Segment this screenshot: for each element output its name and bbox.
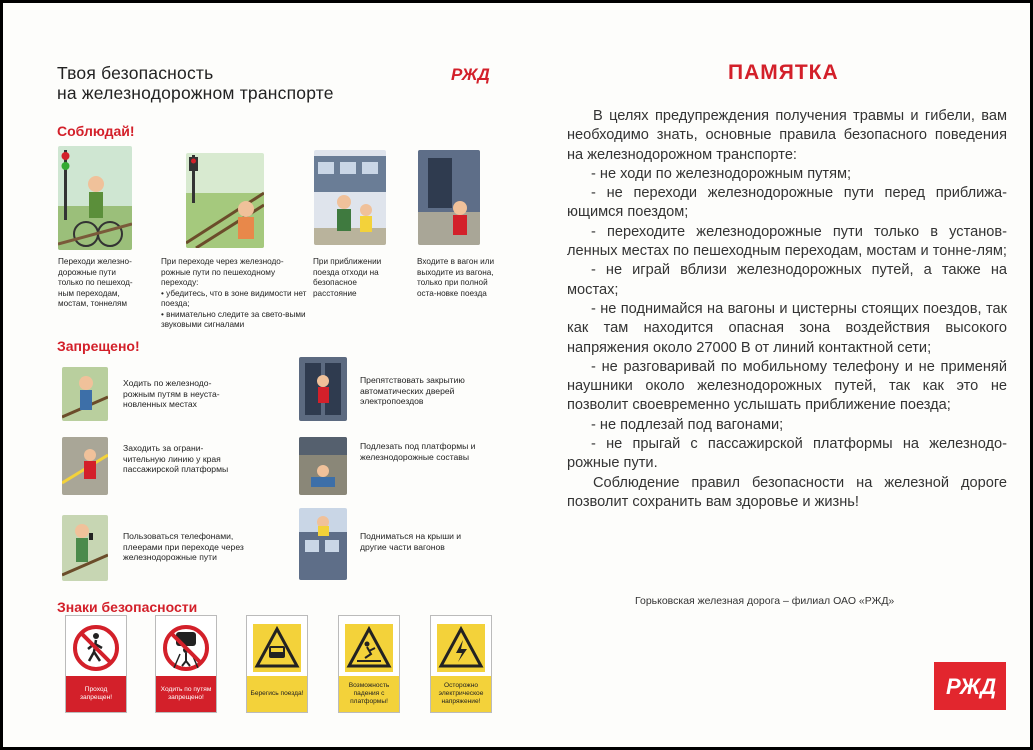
sign-label-5: Осторожно электрическое напряжение!: [431, 676, 491, 712]
memo-sheet: [3, 3, 1030, 747]
memo-rule-8: - не прыгай с пассажирской платформы на железнодо-рожные пути.: [567, 436, 1007, 472]
platform-fall-icon: [345, 624, 393, 672]
rzd-logo: [449, 63, 497, 85]
forbidden-illustration-5: [62, 515, 108, 581]
forbidden-illustration-4: [299, 437, 347, 495]
high-voltage-icon: [437, 624, 485, 672]
forbidden-caption-1: Ходить по железнодо-рожным путям в неуста-новленных местах: [123, 378, 220, 409]
observe-caption-2-text: При переходе через железнодо-рожные пути по пешеходному переходу:: [161, 257, 284, 287]
observe-caption-3: При приближении поезда отходи на безопасное расстояние: [313, 257, 382, 298]
forbidden-caption-2: Препятствовать закрытию автоматических дверей электропоездов: [360, 375, 465, 406]
observe-caption-1: Переходи железно-дорожные пути только по пешеход-ным переходам, мостам, тоннелям: [58, 257, 133, 308]
no-pedestrian-icon: [72, 624, 120, 672]
observe-illustration-4: [418, 150, 480, 245]
page-title: [57, 63, 334, 103]
sign-no-walking-tracks: [155, 615, 217, 713]
observe-illustration-2: [186, 153, 264, 248]
rzd-logo-white-text: РЖД: [946, 674, 997, 699]
observe-caption-2-bullet-2: • внимательно следите за свето-выми звуковыми сигналами: [161, 309, 306, 329]
left-panel: [3, 3, 523, 747]
memo-rule-6: - не разговаривай по мобильному телефону и не применяй наушники около железнодорожных путей, так как это не позволит своевременно услышать приближение поезда;: [567, 358, 1007, 414]
title-line-1: Твоя безопасность: [57, 63, 214, 83]
memo-rule-2: - не переходи железнодорожные пути перед приближа-ющимся поездом;: [567, 185, 1007, 221]
memo-rule-7: - не подлезай под вагонами;: [591, 416, 784, 433]
rzd-logo-box: [934, 662, 1006, 710]
memo-rule-5: - не поднимайся на вагоны и цистерны стоящих поездов, так как там находится опасная зона воздействия высокого напряжения около 27000 В от линий контактной сети;: [567, 300, 1007, 356]
sign-label-3: Берегись поезда!: [247, 676, 307, 712]
memo-intro: В целях предупреждения получения травмы и гибели, вам необходимо знать, основные правила безопасного поведения на железнодорожном транспорте:: [567, 108, 1007, 163]
sign-label-4: Возможность падения с платформы!: [339, 676, 399, 712]
forbidden-caption-3: Заходить за ограни-чительную линию у края пассажирской платформы: [123, 443, 229, 474]
forbidden-heading: Запрещено!: [57, 338, 140, 354]
memo-body: [567, 107, 1007, 512]
title-line-2: на железнодорожном транспорте: [57, 83, 334, 103]
sign-beware-train: [246, 615, 308, 713]
forbidden-illustration-2: [299, 357, 347, 421]
sign-label-2: Ходить по путям запрещено!: [156, 676, 216, 712]
observe-illustration-3: [314, 150, 386, 245]
memo-rule-4: - не играй вблизи железнодорожных путей, а также на мостах;: [567, 262, 1007, 298]
no-walking-on-tracks-icon: [162, 624, 210, 672]
observe-caption-2-bullet-1: • убедитесь, что в зоне видимости нет поезда;: [161, 288, 307, 308]
forbidden-caption-5: Пользоваться телефонами, плеерами при переходе через железнодорожные пути: [123, 531, 244, 562]
sign-no-passage: [65, 615, 127, 713]
observe-illustration-1: [58, 146, 132, 250]
observe-heading: Соблюдай!: [57, 123, 135, 139]
memo-closing: Соблюдение правил безопасности на железной дороге позволит сохранить вам здоровье и жизнь!: [567, 474, 1007, 510]
sign-label-1: Проход запрещен!: [66, 676, 126, 712]
memo-heading: ПАМЯТКА: [728, 61, 839, 84]
observe-caption-4: Входите в вагон или выходите из вагона, только при полной оста-новке поезда: [417, 257, 495, 298]
sign-platform-fall: [338, 615, 400, 713]
memo-rule-1: - не ходи по железнодорожным путям;: [591, 165, 852, 182]
rzd-logo-white: [934, 662, 1006, 710]
forbidden-caption-6: Подниматься на крыши и другие части вагонов: [360, 531, 462, 552]
rzd-logo-text: РЖД: [451, 65, 490, 84]
memo-footer: Горьковская железная дорога – филиал ОАО «РЖД»: [635, 595, 895, 607]
right-panel: [523, 3, 1030, 747]
memo-rule-3: - переходите железнодорожные пути только в установ-ленных местах по пешеходным переходам, мостам и тонне-лям;: [567, 223, 1007, 260]
forbidden-illustration-6: [299, 508, 347, 580]
forbidden-caption-4: Подлезать под платформы и железнодорожные составы: [360, 441, 476, 462]
forbidden-illustration-3: [62, 437, 108, 495]
train-warning-icon: [253, 624, 301, 672]
observe-caption-2: [161, 257, 307, 331]
signs-heading: Знаки безопасности: [57, 599, 198, 615]
forbidden-illustration-1: [62, 367, 108, 421]
sign-electric-voltage: [430, 615, 492, 713]
